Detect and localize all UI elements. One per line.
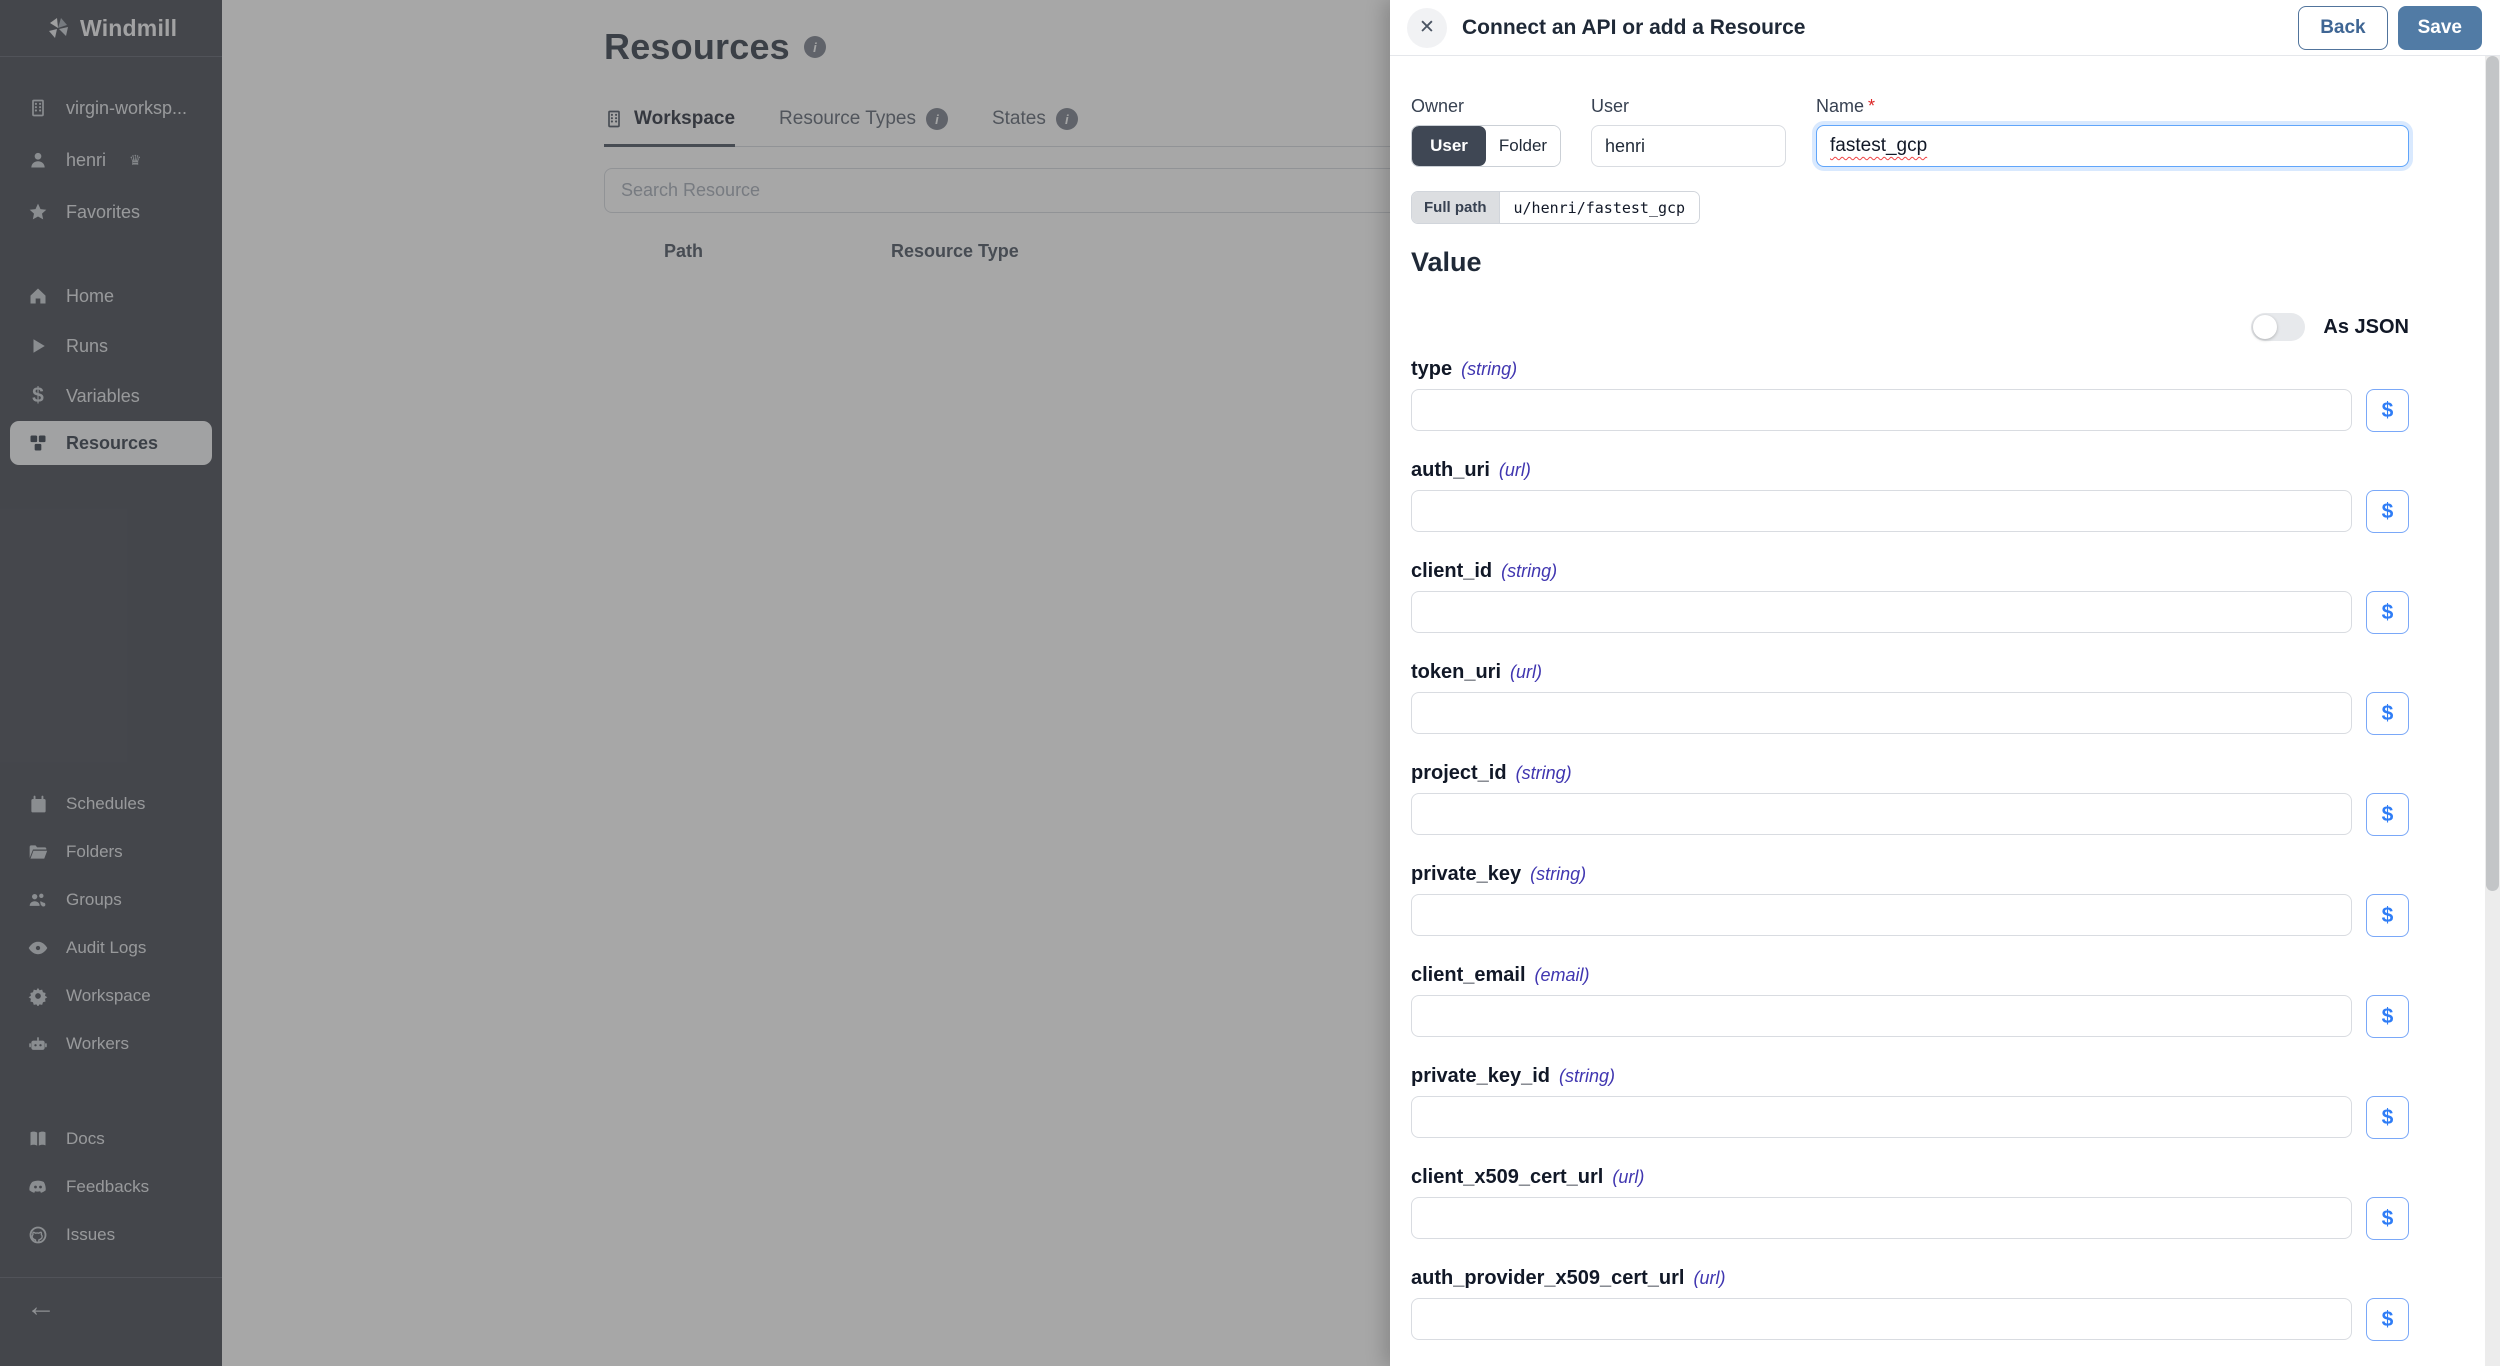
full-path-value: u/henri/fastest_gcp — [1500, 192, 1700, 223]
owner-field-group — [1411, 96, 1561, 167]
field-value-input[interactable] — [1411, 389, 2352, 431]
drawer-title: Connect an API or add a Resource — [1462, 15, 1806, 39]
field-name-label: client_email — [1411, 964, 1526, 986]
field-auth_uri — [1411, 459, 2409, 533]
as-json-toggle[interactable] — [2251, 313, 2305, 341]
scrollbar-thumb[interactable] — [2486, 56, 2499, 891]
field-name-label: client_x509_cert_url — [1411, 1166, 1604, 1188]
owner-option-user[interactable]: User — [1412, 126, 1486, 166]
insert-variable-button[interactable]: $ — [2366, 1298, 2409, 1341]
name-field-group — [1816, 96, 2409, 167]
field-name-label: auth_provider_x509_cert_url — [1411, 1267, 1685, 1289]
field-type-annotation: (url) — [1510, 662, 1543, 682]
field-private_key_id — [1411, 1065, 2409, 1139]
field-private_key — [1411, 863, 2409, 937]
field-value-input[interactable] — [1411, 894, 2352, 936]
insert-variable-button[interactable]: $ — [2366, 793, 2409, 836]
user-input[interactable] — [1591, 125, 1786, 167]
insert-variable-button[interactable]: $ — [2366, 591, 2409, 634]
insert-variable-button[interactable]: $ — [2366, 995, 2409, 1038]
field-type-annotation: (string) — [1501, 561, 1558, 581]
field-value-input[interactable] — [1411, 490, 2352, 532]
full-path-label: Full path — [1412, 192, 1500, 223]
field-name-label: type — [1411, 358, 1453, 380]
field-type-annotation: (string) — [1515, 763, 1572, 783]
full-path-chip — [1411, 191, 1700, 224]
owner-label: Owner — [1411, 96, 1465, 116]
field-type-annotation: (email) — [1534, 965, 1590, 985]
field-name-label: client_id — [1411, 560, 1493, 582]
insert-variable-button[interactable]: $ — [2366, 894, 2409, 937]
field-value-input[interactable] — [1411, 1197, 2352, 1239]
as-json-label: As JSON — [2323, 315, 2409, 338]
user-label: User — [1591, 96, 1630, 116]
field-type-annotation: (string) — [1530, 864, 1587, 884]
name-input[interactable] — [1816, 125, 2409, 167]
back-button[interactable]: Back — [2298, 6, 2387, 50]
insert-variable-button[interactable]: $ — [2366, 490, 2409, 533]
field-value-input[interactable] — [1411, 591, 2352, 633]
field-type-annotation: (url) — [1498, 460, 1531, 480]
close-icon[interactable]: ✕ — [1407, 8, 1447, 48]
field-type-annotation: (string) — [1558, 1066, 1615, 1086]
field-name-label: private_key — [1411, 863, 1522, 885]
field-value-input[interactable] — [1411, 692, 2352, 734]
owner-option-folder[interactable]: Folder — [1486, 126, 1560, 166]
save-button[interactable]: Save — [2398, 6, 2482, 50]
user-field-group — [1591, 96, 1786, 167]
field-value-input[interactable] — [1411, 793, 2352, 835]
resource-drawer — [1390, 0, 2500, 1366]
value-heading: Value — [1411, 247, 1482, 277]
field-type-annotation: (url) — [1693, 1268, 1726, 1288]
field-value-input[interactable] — [1411, 1298, 2352, 1340]
drawer-scrollbar[interactable] — [2485, 56, 2500, 1366]
field-token_uri — [1411, 661, 2409, 735]
field-type-annotation: (string) — [1461, 359, 1518, 379]
field-client_email — [1411, 964, 2409, 1038]
insert-variable-button[interactable]: $ — [2366, 389, 2409, 432]
insert-variable-button[interactable]: $ — [2366, 1197, 2409, 1240]
field-value-input[interactable] — [1411, 1096, 2352, 1138]
owner-segmented-toggle — [1411, 125, 1561, 167]
field-name-label: private_key_id — [1411, 1065, 1550, 1087]
field-value-input[interactable] — [1411, 995, 2352, 1037]
field-client_id — [1411, 560, 2409, 634]
required-asterisk: * — [1868, 96, 1876, 116]
field-name-label: auth_uri — [1411, 459, 1490, 481]
field-client_x509_cert_url — [1411, 1166, 2409, 1240]
resource-fields — [1411, 358, 2409, 1341]
insert-variable-button[interactable]: $ — [2366, 1096, 2409, 1139]
field-name-label: token_uri — [1411, 661, 1502, 683]
insert-variable-button[interactable]: $ — [2366, 692, 2409, 735]
field-auth_provider_x509_cert_url — [1411, 1267, 2409, 1341]
toggle-knob — [2253, 315, 2277, 339]
field-type — [1411, 358, 2409, 432]
name-label: Name * — [1816, 96, 1876, 116]
field-project_id — [1411, 762, 2409, 836]
field-name-label: project_id — [1411, 762, 1507, 784]
name-value: fastest_gcp — [1830, 135, 1928, 156]
field-type-annotation: (url) — [1612, 1167, 1645, 1187]
